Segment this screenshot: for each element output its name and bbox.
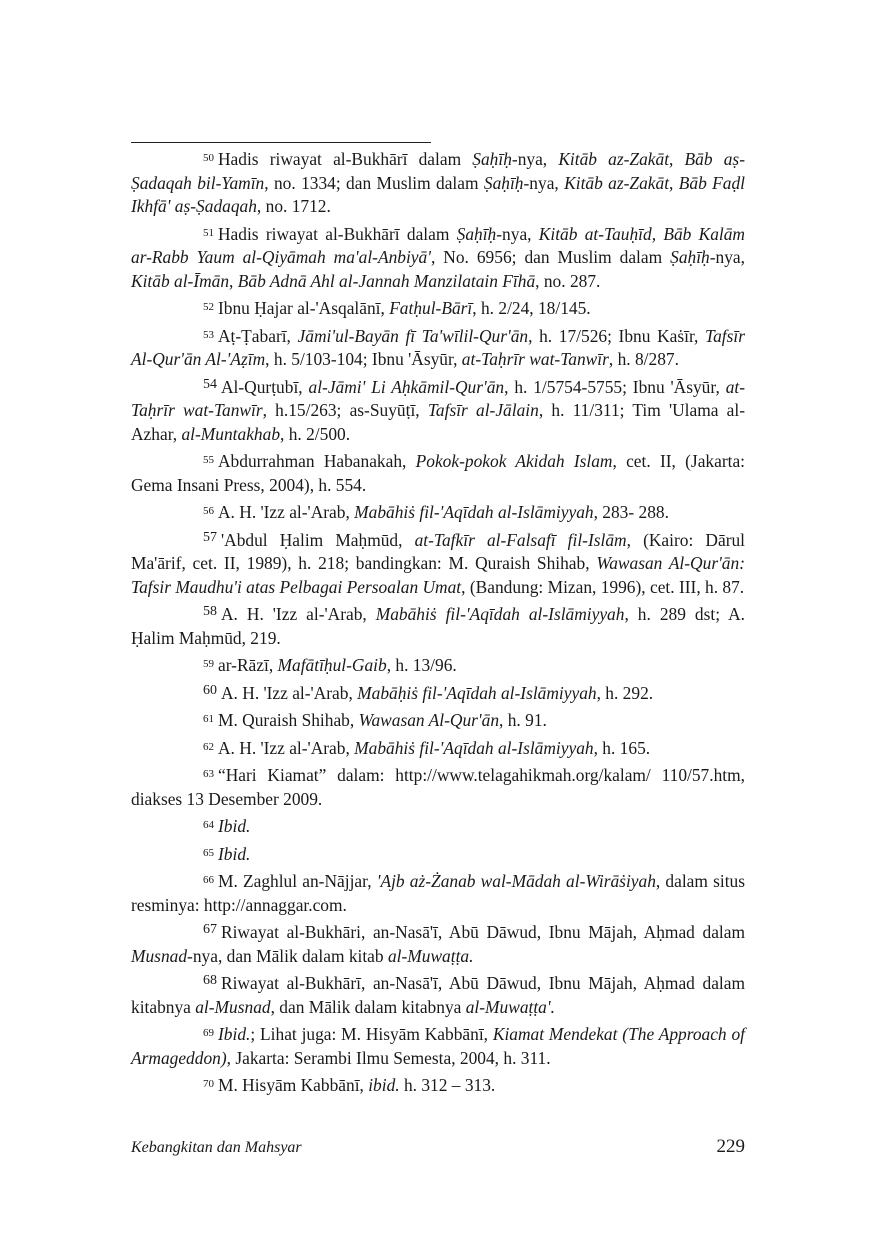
footnote-text: , h. 8/287. [608,349,679,369]
citation-title: Ṣaḥīḥ [483,172,524,193]
citation-title: Mabāhiṡ fil-'Aqīdah al-Islāmiyyah [375,604,625,624]
footnote-text: A. H. 'Izz al-'Arab, [218,737,355,758]
citation-title: al-Jāmi' Li Aḥkāmil-Qur'ān [308,376,505,397]
citation-title: ibid. [368,1075,400,1095]
footnote-number: 53 [203,328,214,341]
citation-title: Mabāḥiṡ fil-'Aqīdah al-Islāmiyyah [357,682,597,703]
citation-title: Jāmi'ul-Bayān fī Ta'wīlil-Qur'ān [297,325,529,346]
footnote-text: , dan Mālik dalam kitabnya [270,996,466,1017]
footnote-text: , h. 91. [499,710,547,730]
footnote-number: 52 [203,301,214,313]
citation-title: Tafsīr Al-Qur'ān Al-'Aẓīm [131,325,745,369]
footnote-52 [131,297,745,321]
footnote-text: , no. 1712. [256,196,331,216]
footnote-text: A. H. 'Izz al-'Arab, [221,604,376,624]
citation-title: Wawasan Al-Qur'ān: Tafsir Maudhu'i atas Pelbagai Persoalan Umat [131,553,745,597]
footnote-number: 56 [203,505,214,517]
citation-title: Ṣaḥīḥ [472,149,512,169]
footnote-text: ar-Rāzī, [218,655,278,675]
footnote-62 [131,737,745,761]
footnote-text: , h. 13/96. [386,655,457,675]
page-footer [131,1136,745,1158]
footnote-58 [131,603,745,650]
footnote-number: 65 [203,846,214,859]
footnote-number: 63 [203,768,214,780]
footnote-53 [131,325,745,372]
citation-title: al-Muwaṭṭa. [387,945,474,966]
citation-title: Kitāb at-Tauḥīd, Bāb Kalām ar-Rabb Yaum al-Qiyāmah ma'al-Anbiyā' [131,223,745,267]
citation-title: Musnad [131,945,188,966]
footnotes-section [131,148,745,1102]
footnote-55 [131,450,745,497]
citation-title: Ibid. [218,843,251,864]
footnote-text: , h. 11/311; Tim 'Ulama al-Azhar, [131,400,745,444]
citation-title: Tafsīr al-Jālain [427,400,539,420]
footnote-67 [131,921,745,968]
footnote-text: -nya, [511,149,559,169]
running-title: Kebangkitan dan Mahsyar [131,1139,302,1156]
footnote-65 [131,843,745,867]
footnote-text: , h. 5/103-104; Ibnu 'Āsyūr, [265,349,462,369]
citation-title: Kiamat Mendekat (The Approach of Armageddon) [131,1024,745,1068]
footnote-number: 60 [203,682,217,698]
footnote-number: 54 [203,376,217,392]
footnote-51 [131,223,745,294]
footnote-text: Ibnu Ḥajar al-'Asqalānī, [218,298,390,318]
footnote-text: , h. 289 dst; A. Ḥalim Maḥmūd, 219. [131,604,745,648]
footnote-text: , h.15/263; as-Suyūṭī, [262,400,428,420]
citation-title: Wawasan Al-Qur'ān [358,710,500,730]
footnote-number: 68 [203,973,217,988]
footnote-text: M. Hisyām Kabbānī, [218,1075,369,1095]
footnote-64 [131,815,745,839]
citation-title: Mabāhiṡ fil-'Aqīdah al-Islāmiyyah [354,502,594,522]
citation-title: Pokok-pokok Akidah Islam [415,451,613,471]
footnote-text: M. Zaghlul an-Nājjar, [218,871,377,891]
footnote-56 [131,501,745,525]
citation-title: Kitāb az-Zakāt, Bāb Faḍl Ikhfā' aṣ-Ṣadaqah [131,172,745,216]
footnote-text: Hadis riwayat al-Bukhārī dalam [218,223,457,244]
footnote-text: Riwayat al-Bukhārī, an-Nasā'ī, Abū Dāwud, Ibnu Mājah, Aḥmad dalam kitabnya [131,973,745,1017]
citation-title: Fatḥul-Bārī [389,298,473,318]
footnote-number: 62 [203,740,214,753]
citation-title: Ibid. [218,1024,251,1044]
footnote-text: , cet. II, (Jakarta: Gema Insani Press, 2004), h. 554. [131,451,745,495]
footnote-text: “Hari Kiamat” dalam: http://www.telagahikmah.org/kalam/ 110/57.htm, diakses 13 Desember 2009. [131,765,745,809]
footnote-text: , (Kairo: Dārul Ma'ārif, cet. II, 1989), h. 218; bandingkan: M. Quraish Shihab, [131,529,746,573]
footnote-text: , no. 287. [535,270,601,291]
footnote-number: 58 [203,604,217,619]
footnote-number: 51 [203,226,214,239]
footnote-text: , h. 2/500. [280,423,351,444]
footnote-70 [131,1074,745,1098]
footnote-68 [131,972,745,1019]
footnote-text: , no. 1334; dan Muslim dalam [264,172,484,193]
footnote-text: , h. 1/5754-5755; Ibnu 'Āsyūr, [504,376,726,397]
footnote-number: 69 [203,1027,214,1039]
citation-title: at-Taḥrīr wat-Tanwīr [131,376,746,420]
footnote-text: -nya, [709,247,745,267]
footnote-number: 50 [203,152,214,164]
footnote-text: , (Bandung: Mizan, 1996), cet. III, h. 87. [461,576,745,597]
citation-title: al-Muntakhab [181,423,281,444]
citation-title: al-Musnad [195,996,271,1017]
footnote-69 [131,1023,745,1070]
footnote-text: -nya, [496,223,539,244]
citation-title: at-Tafkīr al-Falsafī fil-Islām [414,529,627,550]
citation-title: Ṣaḥīḥ [456,223,497,244]
footnote-number: 70 [203,1078,214,1090]
footnote-61 [131,709,745,733]
footnote-50 [131,148,745,219]
footnote-number: 67 [203,922,217,937]
footnote-57 [131,529,745,600]
footnote-text: ; Lihat juga: M. Hisyām Kabbānī, [250,1024,493,1044]
citation-title: Kitāb al-Īmān, Bāb Adnā Ahl al-Jannah Manzilatain Fīhā [131,270,536,291]
footnote-text: , h. 17/526; Ibnu Kaṡīr, [528,325,706,346]
footnote-text: , No. 6956; dan Muslim dalam [430,247,671,267]
page-number: 229 [716,1136,745,1157]
footnote-text: Riwayat al-Bukhāri, an-Nasā'ī, Abū Dāwud, Ibnu Mājah, Aḥmad dalam [221,922,745,942]
citation-title: 'Ajb aż-Żanab wal-Mādah al-Wirāṡiyah [376,871,656,891]
footnote-66 [131,870,745,917]
footnote-number: 55 [203,454,214,466]
footnote-number: 64 [203,819,214,831]
footnote-63 [131,764,745,811]
footnote-number: 57 [203,529,217,545]
footnote-54 [131,376,745,447]
citation-title: al-Muwaṭṭa'. [465,996,555,1017]
footnote-text: h. 312 – 313. [399,1075,496,1095]
citation-title: Ibid. [218,816,251,836]
footnote-text: Aṭ-Ṭabarī, [218,325,298,346]
footnote-text: 'Abdul Ḥalim Maḥmūd, [221,529,415,550]
footnote-59 [131,654,745,678]
footnote-text: , h. 292. [596,682,654,703]
footnote-text: A. H. 'Izz al-'Arab, [221,682,358,703]
footnote-text: , h. 165. [593,737,651,758]
footnote-text: A. H. 'Izz al-'Arab, [218,502,355,522]
footnote-text: Hadis riwayat al-Bukhārī dalam [218,149,473,169]
footnote-text: Al-Qurṭubī, [221,376,309,397]
footnote-separator-rule [131,142,431,143]
citation-title: Mafātīḥul-Gaib [277,655,387,675]
citation-title: Ṣaḥīḥ [670,247,710,267]
footnote-text: -nya, [523,172,565,193]
footnote-text: , Jakarta: Serambi Ilmu Semesta, 2004, h. 311. [226,1047,551,1068]
citation-title: at-Taḥrīr wat-Tanwīr [461,349,609,369]
footnote-text: -nya, dan Mālik dalam kitab [187,945,388,966]
footnote-number: 61 [203,713,214,725]
footnote-text: M. Quraish Shihab, [218,710,359,730]
citation-title: Kitāb az-Zakāt, Bāb aṣ-Ṣadaqah bil-Yamīn [131,149,745,193]
footnote-text: , 283- 288. [593,502,669,522]
citation-title: Mabāhiṡ fil-'Aqīdah al-Islāmiyyah [354,737,594,758]
footnote-text: Abdurrahman Habanakah, [218,451,416,471]
footnote-number: 59 [203,658,214,670]
footnote-number: 66 [203,874,214,886]
footnote-text: , dalam situs resminya: http://annaggar.com. [131,871,745,915]
footnote-60 [131,682,745,706]
footnote-text: , h. 2/24, 18/145. [472,298,591,318]
